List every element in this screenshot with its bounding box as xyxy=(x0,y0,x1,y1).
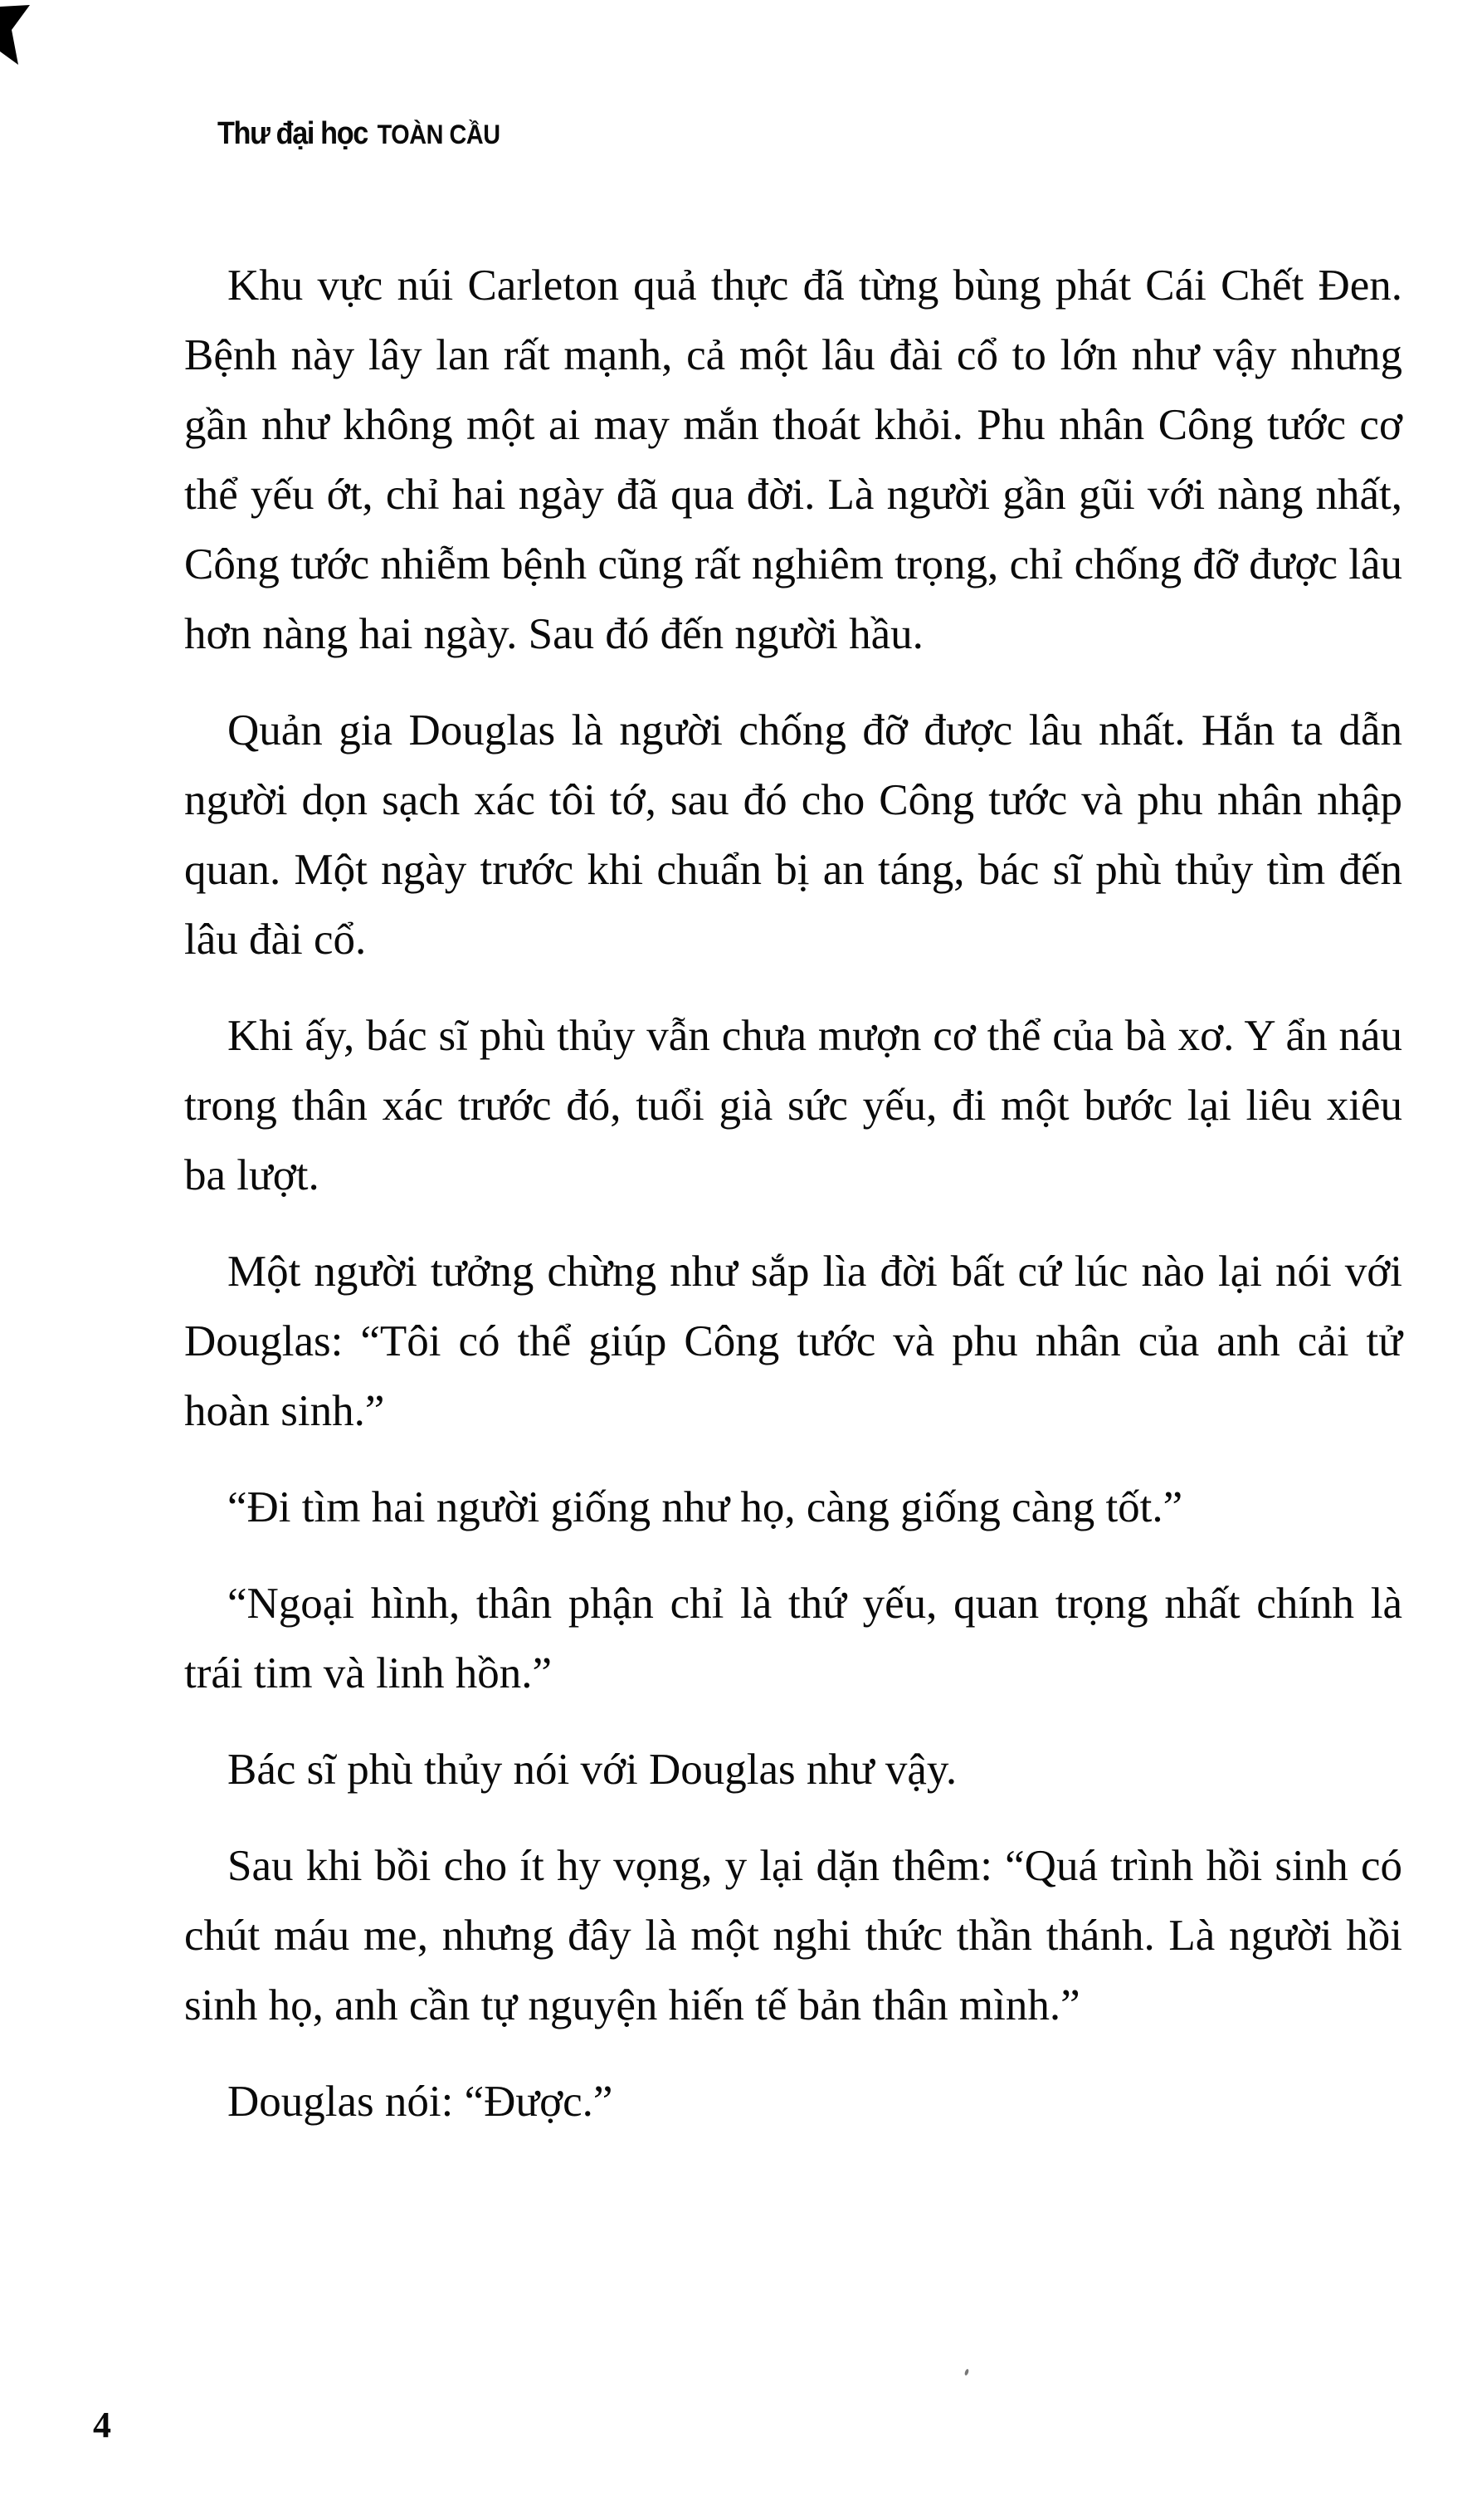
series-title: Thư đại học xyxy=(217,116,368,151)
paragraph: Sau khi bồi cho ít hy vọng, y lại dặn thêm: “Quá trình hồi sinh có chút máu me, nhưng đây là một nghi thức thần thánh. Là người hồi sinh họ, anh cần tự nguyện hiến tế bản thân mình.” xyxy=(184,1842,1402,2029)
running-header xyxy=(217,116,500,152)
ink-speck xyxy=(964,2369,969,2376)
paragraph: Quản gia Douglas là người chống đỡ được lâu nhất. Hắn ta dẫn người dọn sạch xác tôi tớ, sau đó cho Công tước và phu nhân nhập quan. Một ngày trước khi chuẩn bị an táng, bác sĩ phù thủy tìm đến lâu đài cổ. xyxy=(184,706,1402,964)
paragraph: Khu vực núi Carleton quả thực đã từng bùng phát Cái Chết Đen. Bệnh này lây lan rất mạnh, cả một lâu đài cổ to lớn như vậy nhưng gần như không một ai may mắn thoát khỏi. Phu nhân Công tước cơ thể yếu ớt, chỉ hai ngày đã qua đời. Là người gần gũi với nàng nhất, Công tước nhiễm bệnh cũng rất nghiêm trọng, chỉ chống đỡ được lâu hơn nàng hai ngày. Sau đó đến người hầu. xyxy=(184,261,1402,658)
paragraph: Bác sĩ phù thủy nói với Douglas như vậy. xyxy=(227,1746,958,1794)
paragraph: Một người tưởng chừng như sắp lìa đời bất cứ lúc nào lại nói với Douglas: “Tôi có thể giúp Công tước và phu nhân của anh cải tử hoàn sinh.” xyxy=(184,1248,1402,1435)
page-number: 4 xyxy=(93,2405,111,2445)
series-title-caps: TOÀN CẦU xyxy=(377,120,500,149)
paragraph: Douglas nói: “Được.” xyxy=(227,2078,613,2126)
paragraph: “Đi tìm hai người giống như họ, càng giống càng tốt.” xyxy=(227,1483,1183,1531)
paragraph: Khi ấy, bác sĩ phù thủy vẫn chưa mượn cơ thể của bà xơ. Y ẩn náu trong thân xác trước đó, tuổi già sức yếu, đi một bước lại liêu xiêu ba lượt. xyxy=(184,1012,1402,1199)
page-body xyxy=(184,251,1402,2163)
page-corner-mark xyxy=(0,0,33,66)
paragraph: “Ngoại hình, thân phận chỉ là thứ yếu, quan trọng nhất chính là trái tim và linh hồn.” xyxy=(184,1580,1402,1697)
